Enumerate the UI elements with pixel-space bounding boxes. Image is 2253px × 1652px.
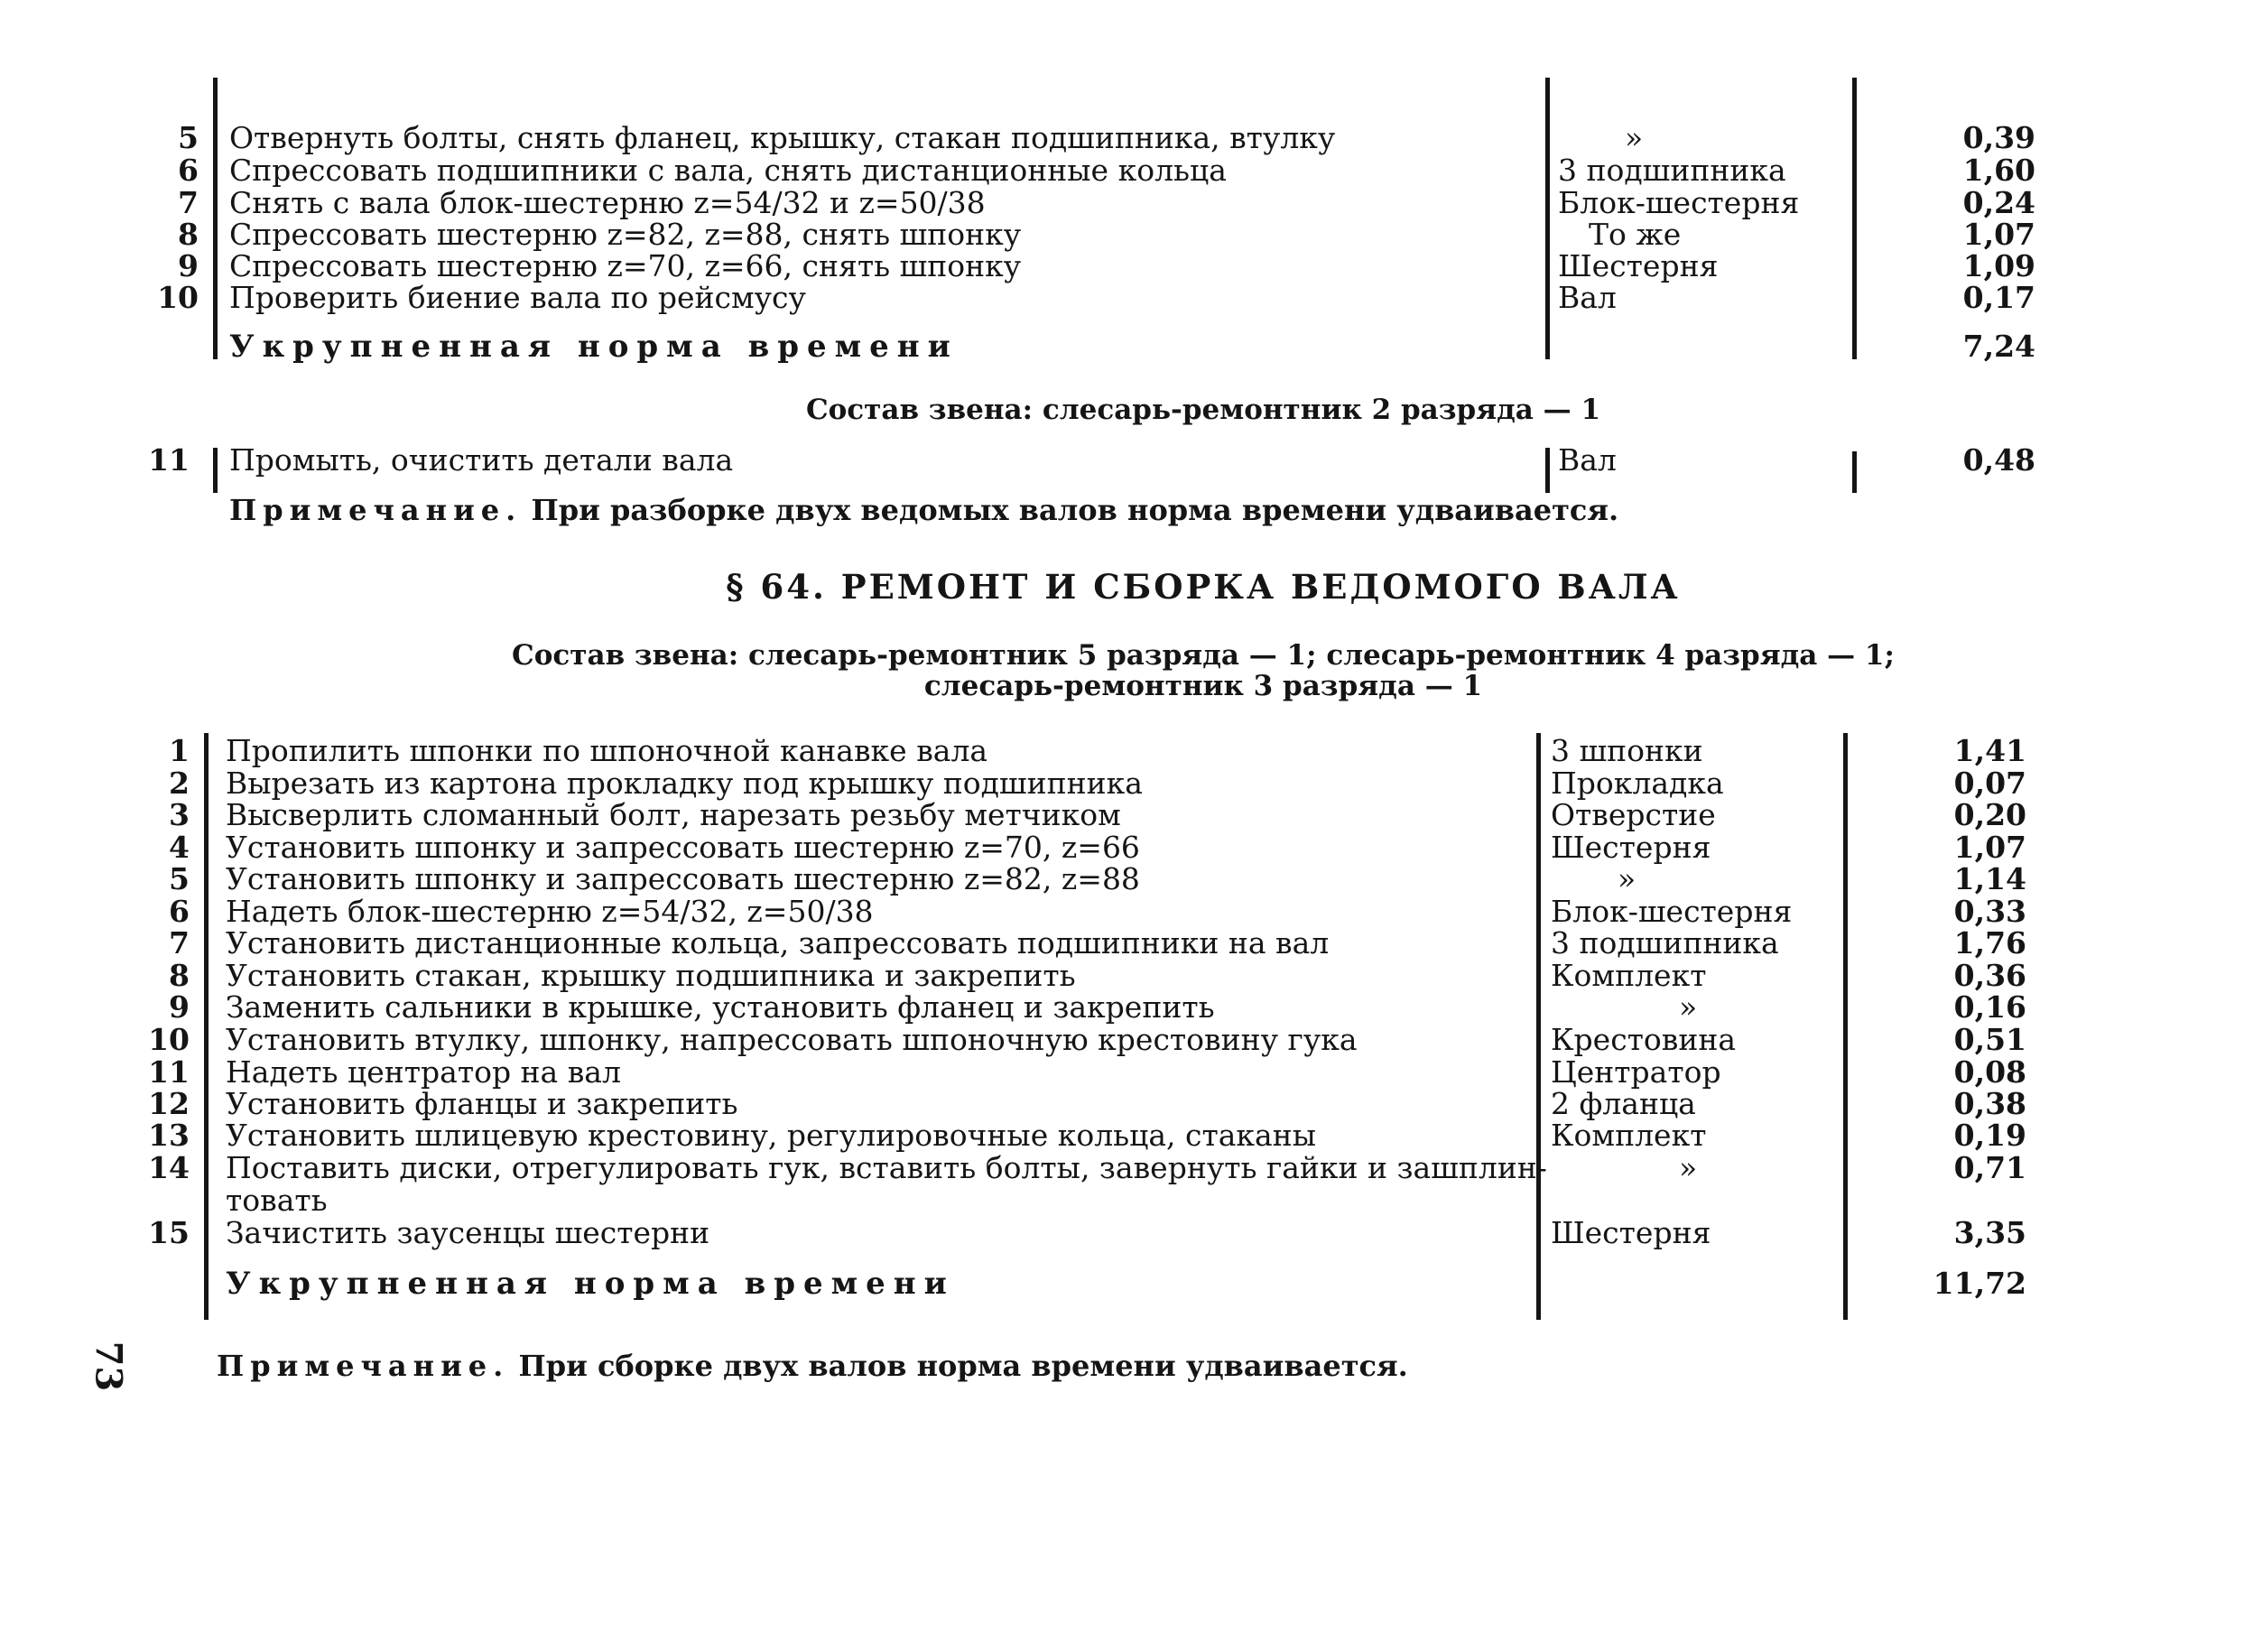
total-value: 11,72 (1933, 1266, 2026, 1301)
row-value: 0,38 (1953, 1086, 2026, 1121)
row-description: Установить шлицевую крестовину, регулировочные кольца, стаканы (226, 1118, 1316, 1153)
row-unit: 3 подшипника (1551, 925, 1779, 961)
total-value: 7,24 (1962, 329, 2035, 364)
table-row (0, 1119, 2253, 1152)
row-value: 1,14 (1953, 861, 2026, 896)
row-value: 0,16 (1953, 989, 2026, 1025)
total-label: Укрупненная норма времени (229, 329, 959, 365)
row-value: 1,07 (1953, 830, 2026, 865)
row-value: 0,20 (1953, 797, 2026, 832)
row-number: 2 (169, 766, 190, 801)
row-unit: » (1618, 861, 1636, 896)
row-description: Высверлить сломанный болт, нарезать резьбу метчиком (226, 797, 1121, 832)
row-number: 13 (148, 1118, 190, 1153)
row-description: Установить шпонку и запрессовать шестерню z=82, z=88 (226, 861, 1140, 896)
row-description: Установить втулку, шпонку, напрессовать шпоночную крестовину гука (226, 1022, 1358, 1057)
row-unit: Крестовина (1551, 1022, 1737, 1057)
note (229, 493, 1618, 527)
note-text: При разборке двух ведомых валов норма времени удваивается. (531, 493, 1619, 527)
row-number: 11 (148, 1054, 190, 1090)
row-value: 0,19 (1953, 1118, 2026, 1153)
row-unit: » (1625, 120, 1644, 155)
table-row (0, 1056, 2253, 1089)
table-row (0, 735, 2253, 767)
row-unit: Блок-шестерня (1551, 894, 1793, 929)
row-unit: 3 подшипника (1558, 153, 1786, 188)
row-number: 4 (169, 830, 190, 865)
row-value: 0,17 (1962, 280, 2035, 315)
row-number: 3 (169, 797, 190, 832)
total-row (0, 330, 2253, 363)
row-value: 0,39 (1962, 120, 2035, 155)
row-value: 0,08 (1953, 1054, 2026, 1090)
row-value: 0,33 (1953, 894, 2026, 929)
row-description: Спрессовать шестерню z=70, z=66, снять шпонку (229, 248, 1022, 283)
row-value: 0,07 (1953, 766, 2026, 801)
table-row (0, 250, 2253, 283)
row-description: Промыть, очистить детали вала (229, 442, 734, 478)
row-description: Проверить биение вала по рейсмусу (229, 280, 806, 315)
row-number: 5 (178, 120, 199, 155)
table-row (0, 991, 2253, 1024)
row-number: 8 (178, 217, 199, 252)
table-row-continuation (0, 1184, 2253, 1217)
table-row (0, 767, 2253, 800)
row-value: 0,36 (1953, 958, 2026, 993)
row-number: 10 (148, 1022, 190, 1057)
table-row (0, 1152, 2253, 1184)
table-row (0, 282, 2253, 314)
table-row (0, 218, 2253, 251)
row-number: 11 (148, 442, 190, 478)
row-number: 6 (169, 894, 190, 929)
row-value: 1,76 (1953, 925, 2026, 961)
table-row (0, 831, 2253, 864)
row-unit: Центратор (1551, 1054, 1721, 1090)
row-number: 1 (169, 733, 190, 768)
table-row (0, 122, 2253, 154)
table-row (0, 799, 2253, 831)
row-number: 10 (157, 280, 199, 315)
row-unit: Блок-шестерня (1558, 185, 1800, 220)
total-label: Укрупненная норма времени (226, 1266, 955, 1302)
row-value: 0,48 (1962, 442, 2035, 478)
row-value: 1,60 (1962, 153, 2035, 188)
row-value: 0,51 (1953, 1022, 2026, 1057)
row-number: 8 (169, 958, 190, 993)
row-unit: Комплект (1551, 958, 1707, 993)
note-text: При сборке двух валов норма времени удваивается. (518, 1349, 1408, 1383)
row-description: Зачистить заусенцы шестерни (226, 1215, 710, 1250)
row-value: 1,41 (1953, 733, 2026, 768)
row-value: 0,71 (1953, 1150, 2026, 1185)
row-description: Спрессовать шестерню z=82, z=88, снять шпонку (229, 217, 1022, 252)
note-label: Примечание. (229, 493, 523, 527)
row-description: Вырезать из картона прокладку под крышку подшипника (226, 766, 1143, 801)
row-description: Заменить сальники в крышке, установить фланец и закрепить (226, 989, 1215, 1025)
row-unit: Отверстие (1551, 797, 1716, 832)
row-unit: Вал (1558, 442, 1617, 478)
table-row (0, 1088, 2253, 1120)
row-unit: » (1679, 989, 1698, 1025)
table-row (0, 154, 2253, 187)
row-value: 1,07 (1962, 217, 2035, 252)
row-number: 5 (169, 861, 190, 896)
row-description: Надеть центратор на вал (226, 1054, 621, 1090)
row-unit: Шестерня (1551, 830, 1711, 865)
row-description: Установить дистанционные кольца, запрессовать подшипники на вал (226, 925, 1330, 961)
row-description: Спрессовать подшипники с вала, снять дистанционные кольца (229, 153, 1227, 188)
table-row (0, 927, 2253, 960)
row-number: 9 (178, 248, 199, 283)
row-unit: Шестерня (1558, 248, 1719, 283)
table-row (0, 863, 2253, 896)
row-number: 12 (148, 1086, 190, 1121)
row-number: 9 (169, 989, 190, 1025)
crew-composition: Состав звена: слесарь-ремонтник 2 разряда — 1 (805, 394, 1601, 426)
row-number: 7 (169, 925, 190, 961)
row-description: Установить фланцы и закрепить (226, 1086, 738, 1121)
row-unit: 3 шпонки (1551, 733, 1703, 768)
table-row (0, 1217, 2253, 1249)
crew-composition-line1: Состав звена: слесарь-ремонтник 5 разряда — 1; слесарь-ремонтник 4 разряда — 1; (512, 639, 1895, 672)
row-description: Надеть блок-шестерню z=54/32, z=50/38 (226, 894, 874, 929)
row-description: Отвернуть болты, снять фланец, крышку, стакан подшипника, втулку (229, 120, 1336, 155)
note (217, 1349, 1408, 1383)
row-unit: Прокладка (1551, 766, 1724, 801)
page-number: 73 (87, 1341, 130, 1392)
note-label: Примечание. (217, 1349, 510, 1383)
row-number: 15 (148, 1215, 190, 1250)
row-description-continuation: товать (226, 1183, 328, 1218)
table-row (0, 896, 2253, 928)
table-row (0, 187, 2253, 219)
row-unit: » (1679, 1150, 1698, 1185)
row-unit: 2 фланца (1551, 1086, 1696, 1121)
row-unit: То же (1589, 217, 1682, 252)
table-row (0, 960, 2253, 992)
table-row (0, 444, 2253, 477)
row-number: 7 (178, 185, 199, 220)
row-description: Установить стакан, крышку подшипника и закрепить (226, 958, 1076, 993)
row-number: 14 (148, 1150, 190, 1185)
row-value: 3,35 (1953, 1215, 2026, 1250)
row-unit: Комплект (1551, 1118, 1707, 1153)
row-description: Снять с вала блок-шестерню z=54/32 и z=50/38 (229, 185, 986, 220)
total-row (0, 1267, 2253, 1300)
row-value: 1,09 (1962, 248, 2035, 283)
table-row (0, 1024, 2253, 1056)
row-description: Пропилить шпонки по шпоночной канавке вала (226, 733, 988, 768)
row-number: 6 (178, 153, 199, 188)
crew-composition-line2: слесарь-ремонтник 3 разряда — 1 (923, 670, 1483, 702)
row-unit: Вал (1558, 280, 1617, 315)
section-title: § 64. РЕМОНТ И СБОРКА ВЕДОМОГО ВАЛА (726, 567, 1681, 607)
row-description: Поставить диски, отрегулировать гук, вставить болты, завернуть гайки и зашплин- (226, 1150, 1547, 1185)
row-value: 0,24 (1962, 185, 2035, 220)
row-description: Установить шпонку и запрессовать шестерню z=70, z=66 (226, 830, 1140, 865)
row-unit: Шестерня (1551, 1215, 1711, 1250)
